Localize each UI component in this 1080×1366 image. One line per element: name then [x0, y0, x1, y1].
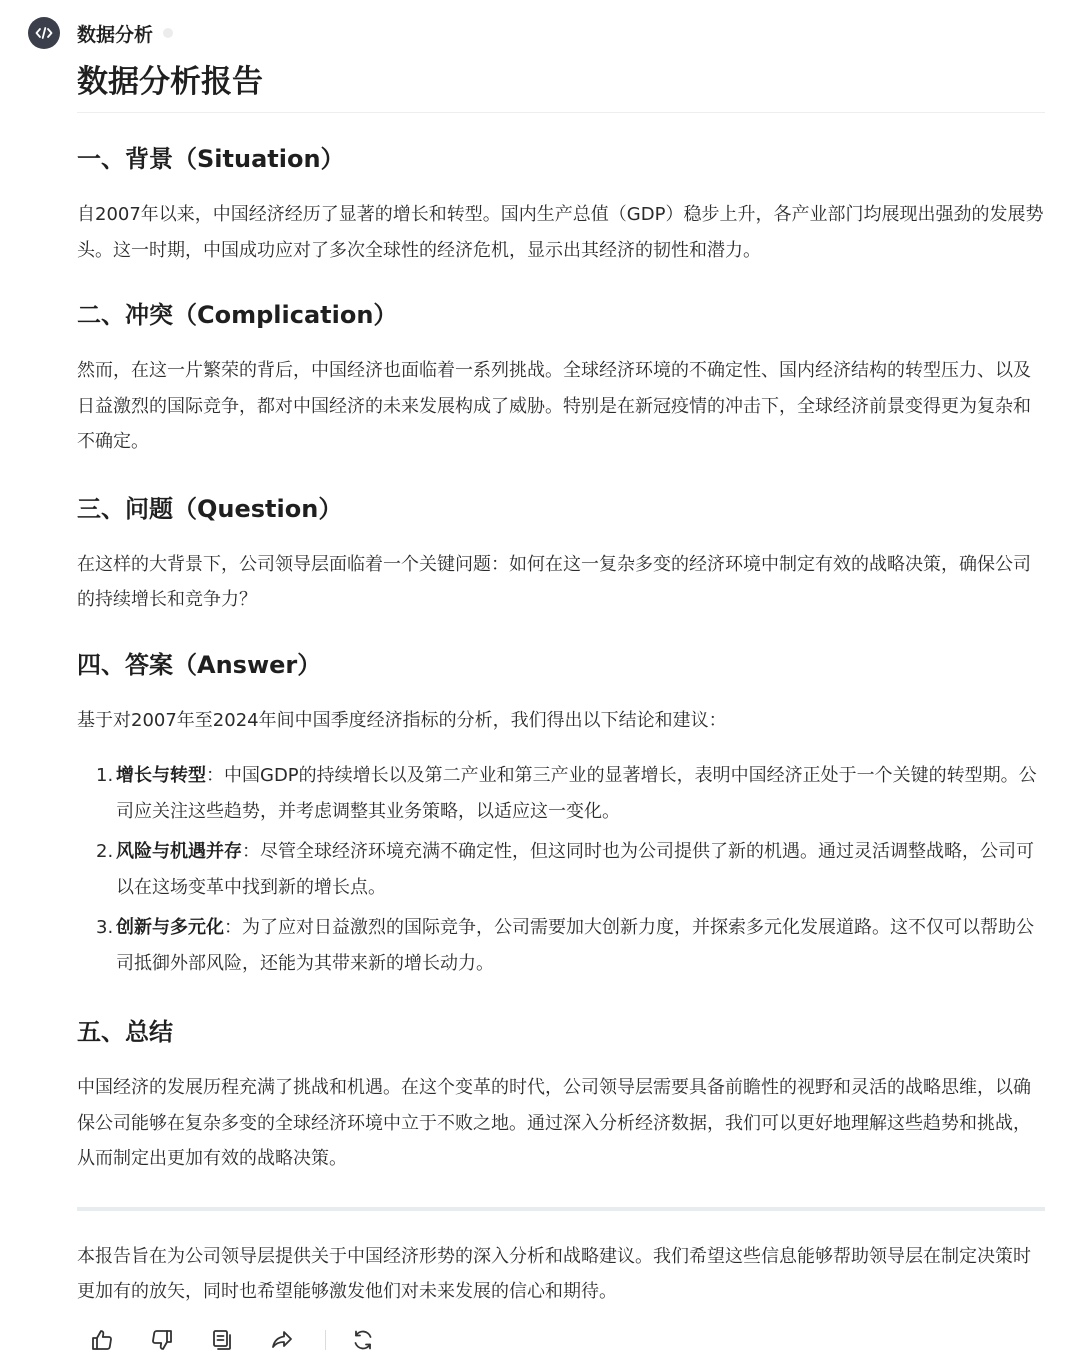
- section-heading-complication: 二、冲突（Complication）: [77, 301, 398, 329]
- list-item-text: ：尽管全球经济环境充满不确定性，但这同时也为公司提供了新的机遇。通过灵活调整战略，公司可以在这场变革中找到新的增长点。: [116, 841, 1034, 898]
- list-item-number: 3.: [96, 917, 114, 938]
- section-paragraph-summary: 中国经济的发展历程充满了挑战和机遇。在这个变革的时代，公司领导层需要具备前瞻性的视野和灵活的战略思维，以确保公司能够在复杂多变的全球经济环境中立于不败之地。通过深入分析经济数据，我们可以更好地理解这些趋势和挑战，从而制定出更加有效的战略决策。: [77, 1077, 1031, 1169]
- list-item-number: 2.: [96, 841, 114, 862]
- list-item-text: ：中国GDP的持续增长以及第二产业和第三产业的显著增长，表明中国经济正处于一个关键的转型期。公司应关注这些趋势，并考虑调整其业务策略，以适应这一变化。: [116, 765, 1037, 822]
- list-item-term: 风险与机遇并存: [116, 841, 242, 862]
- list-item-text: ：为了应对日益激烈的国际竞争，公司需要加大创新力度，并探索多元化发展道路。这不仅可以帮助公司抵御外部风险，还能为其带来新的增长动力。: [116, 917, 1034, 974]
- code-avatar-icon[interactable]: [28, 17, 60, 49]
- section-heading-question: 三、问题（Question）: [77, 494, 343, 523]
- list-item-term: 创新与多元化: [116, 917, 224, 938]
- status-indicator: [163, 28, 173, 38]
- section-heading-situation: 一、背景（Situation）: [77, 145, 345, 173]
- thumbs-up-icon: [90, 1328, 114, 1352]
- copy-button[interactable]: [208, 1326, 236, 1354]
- share-icon: [270, 1328, 294, 1352]
- regenerate-button[interactable]: [349, 1326, 377, 1354]
- list-item-number: 1.: [96, 765, 114, 786]
- refresh-icon: [351, 1328, 375, 1352]
- share-button[interactable]: [268, 1326, 296, 1354]
- action-separator: [325, 1330, 326, 1350]
- section-heading-answer: 四、答案（Answer）: [77, 650, 322, 679]
- app-name: 数据分析: [77, 23, 154, 46]
- list-item: [77, 758, 1045, 829]
- section-paragraph-question: 在这样的大背景下，公司领导层面临着一个关键问题：如何在这一复杂多变的经济环境中制定有效的战略决策，确保公司的持续增长和竞争力？: [77, 553, 1031, 610]
- divider: [77, 1207, 1045, 1211]
- copy-icon: [210, 1328, 234, 1352]
- message-actions: [88, 1324, 409, 1356]
- report-title: 数据分析报告: [77, 56, 1045, 113]
- answer-list: [77, 758, 1045, 981]
- thumbs-down-icon: [150, 1328, 174, 1352]
- list-item: [77, 834, 1045, 905]
- section-heading-summary: 五、总结: [77, 1018, 173, 1046]
- report-content: [77, 56, 1045, 1310]
- section-paragraph-complication: 然而，在这一片繁荣的背后，中国经济也面临着一系列挑战。全球经济环境的不确定性、国内经济结构的转型压力、以及日益激烈的国际竞争，都对中国经济的未来发展构成了威胁。特别是在新冠疫情的冲击下，全球经济前景变得更为复杂和不确定。: [77, 360, 1031, 452]
- list-item: [77, 910, 1045, 981]
- list-item-term: 增长与转型: [116, 765, 206, 786]
- section-paragraph-situation: 自2007年以来，中国经济经历了显著的增长和转型。国内生产总值（GDP）稳步上升，各产业部门均展现出强劲的发展势头。这一时期，中国成功应对了多次全球性的经济危机，显示出其经济的韧性和潜力。: [77, 204, 1044, 261]
- section-paragraph-answer: 基于对2007年至2024年间中国季度经济指标的分析，我们得出以下结论和建议：: [77, 709, 727, 731]
- dislike-button[interactable]: [148, 1326, 176, 1354]
- like-button[interactable]: [88, 1326, 116, 1354]
- closing-paragraph: 本报告旨在为公司领导层提供关于中国经济形势的深入分析和战略建议。我们希望这些信息能够帮助领导层在制定决策时更加有的放矢，同时也希望能够激发他们对未来发展的信心和期待。: [77, 1245, 1031, 1302]
- chat-header: [28, 16, 173, 50]
